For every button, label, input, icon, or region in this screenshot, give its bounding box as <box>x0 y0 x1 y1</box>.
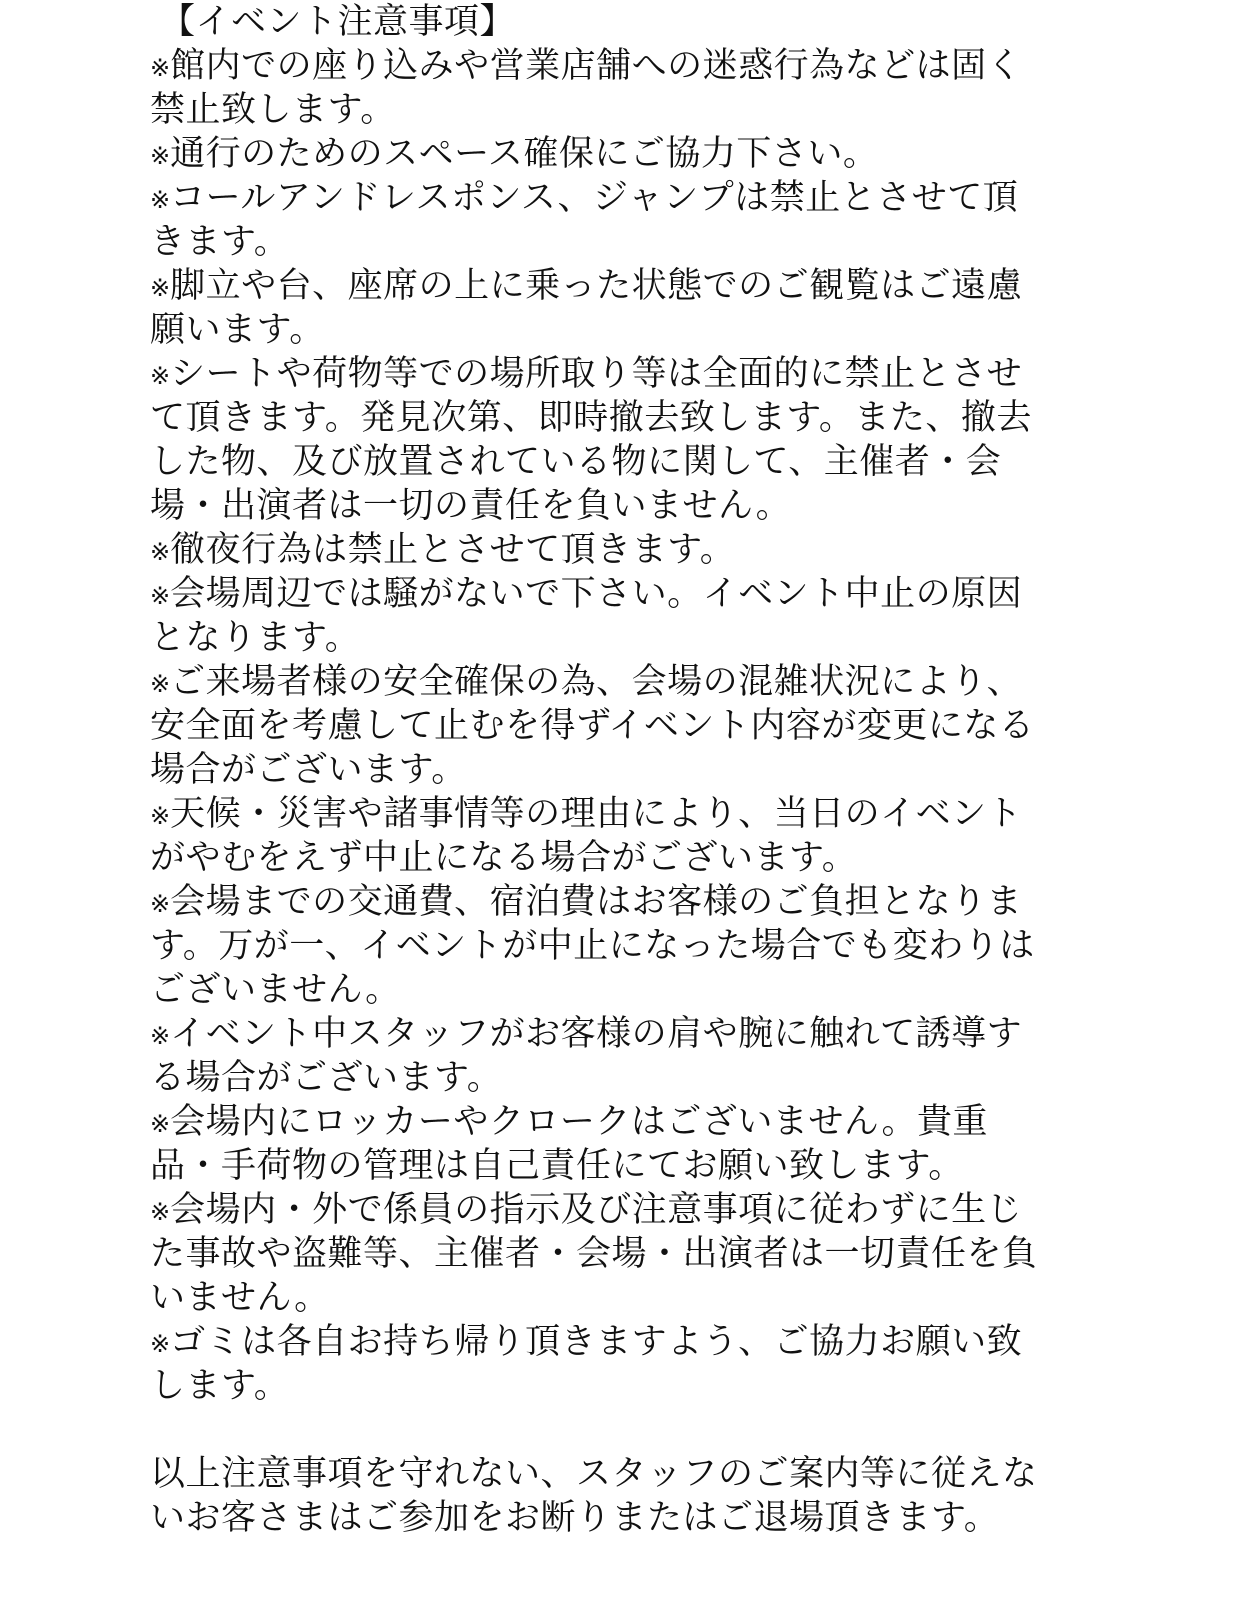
notice-item <box>150 1012 1080 1100</box>
blank-line <box>150 1408 1080 1452</box>
closing-statement <box>150 1452 1080 1540</box>
reference-mark: ※ <box>150 142 171 170</box>
reference-mark: ※ <box>150 1110 171 1138</box>
notice-line: ※会場内にロッカーやクロークはございません。貴重 <box>150 1102 989 1142</box>
closing-line: いお客さまはご参加をお断りまたはご退場頂きます。 <box>150 1498 1000 1538</box>
reference-mark: ※ <box>150 670 171 698</box>
notice-line: した物、及び放置されている物に関して、主催者・会 <box>150 442 1002 482</box>
closing-line: 以上注意事項を守れない、スタッフのご案内等に従えな <box>150 1454 1038 1494</box>
notice-item <box>150 44 1080 132</box>
notice-line: 場合がございます。 <box>150 750 467 790</box>
notice-item <box>150 176 1080 264</box>
notice-line: ※ご来場者様の安全確保の為、会場の混雑状況により、 <box>150 662 1023 702</box>
notice-line: 願います。 <box>150 310 325 350</box>
reference-mark: ※ <box>150 582 171 610</box>
notice-line: ※イベント中スタッフがお客様の肩や腕に触れて誘導す <box>150 1014 1023 1054</box>
notice-line: いません。 <box>150 1278 330 1318</box>
notice-line: る場合がございます。 <box>150 1058 503 1098</box>
notice-line: 場・出演者は一切の責任を負いません。 <box>150 486 792 526</box>
notice-line: ※脚立や台、座席の上に乗った状態でのご観覧はご遠慮 <box>150 266 1023 306</box>
notice-line: ※シートや荷物等での場所取り等は全面的に禁止とさせ <box>150 354 1023 394</box>
notice-item <box>150 880 1080 1012</box>
notice-item <box>150 1100 1080 1188</box>
notice-item <box>150 528 1080 572</box>
notice-line: ございません。 <box>150 970 401 1010</box>
notice-line: ※会場周辺では騒がないで下さい。イベント中止の原因 <box>150 574 1023 614</box>
notice-line: ※通行のためのスペース確保にご協力下さい。 <box>150 134 879 174</box>
reference-mark: ※ <box>150 1022 171 1050</box>
notice-line: 安全面を考慮して止むを得ずイベント内容が変更になる <box>150 706 1035 746</box>
reference-mark: ※ <box>150 802 171 830</box>
reference-mark: ※ <box>150 1330 171 1358</box>
reference-mark: ※ <box>150 186 171 214</box>
notice-line: ※ゴミは各自お持ち帰り頂きますよう、ご協力お願い致 <box>150 1322 1023 1362</box>
notice-line: ※天候・災害や諸事情等の理由により、当日のイベント <box>150 794 1023 834</box>
notice-item <box>150 352 1080 528</box>
notice-item <box>150 1188 1080 1320</box>
reference-mark: ※ <box>150 54 171 82</box>
notice-line: す。万が一、イベントが中止になった場合でも変わりは <box>150 926 1035 966</box>
notice-line: た事故や盗難等、主催者・会場・出演者は一切責任を負 <box>150 1234 1038 1274</box>
notice-item <box>150 264 1080 352</box>
reference-mark: ※ <box>150 890 171 918</box>
notice-line: となります。 <box>150 618 361 658</box>
notice-line: 禁止致します。 <box>150 90 396 130</box>
notice-line: ※館内での座り込みや営業店舗への迷惑行為などは固く <box>150 46 1023 86</box>
reference-mark: ※ <box>150 1198 171 1226</box>
notice-item <box>150 660 1080 792</box>
notice-line: て頂きます。発見次第、即時撤去致します。また、撤去 <box>150 398 1032 438</box>
notice-line: がやむをえず中止になる場合がございます。 <box>150 838 858 878</box>
event-notice <box>150 0 1080 1540</box>
notice-line: 品・手荷物の管理は自己責任にてお願い致します。 <box>150 1146 964 1186</box>
notice-line: します。 <box>150 1366 290 1406</box>
notice-item <box>150 1320 1080 1408</box>
notice-item <box>150 132 1080 176</box>
notice-line: ※徹夜行為は禁止とさせて頂きます。 <box>150 530 736 570</box>
reference-mark: ※ <box>150 274 171 302</box>
notice-line: ※コールアンドレスポンス、ジャンプは禁止とさせて頂 <box>150 178 1019 218</box>
notice-item <box>150 792 1080 880</box>
notice-item <box>150 572 1080 660</box>
notice-line: ※会場内・外で係員の指示及び注意事項に従わずに生じ <box>150 1190 1023 1230</box>
notice-line: きます。 <box>150 222 290 262</box>
notice-line: ※会場までの交通費、宿泊費はお客様のご負担となりま <box>150 882 1023 922</box>
reference-mark: ※ <box>150 538 171 566</box>
reference-mark: ※ <box>150 362 171 390</box>
notice-title: 【イベント注意事項】 <box>160 2 516 42</box>
